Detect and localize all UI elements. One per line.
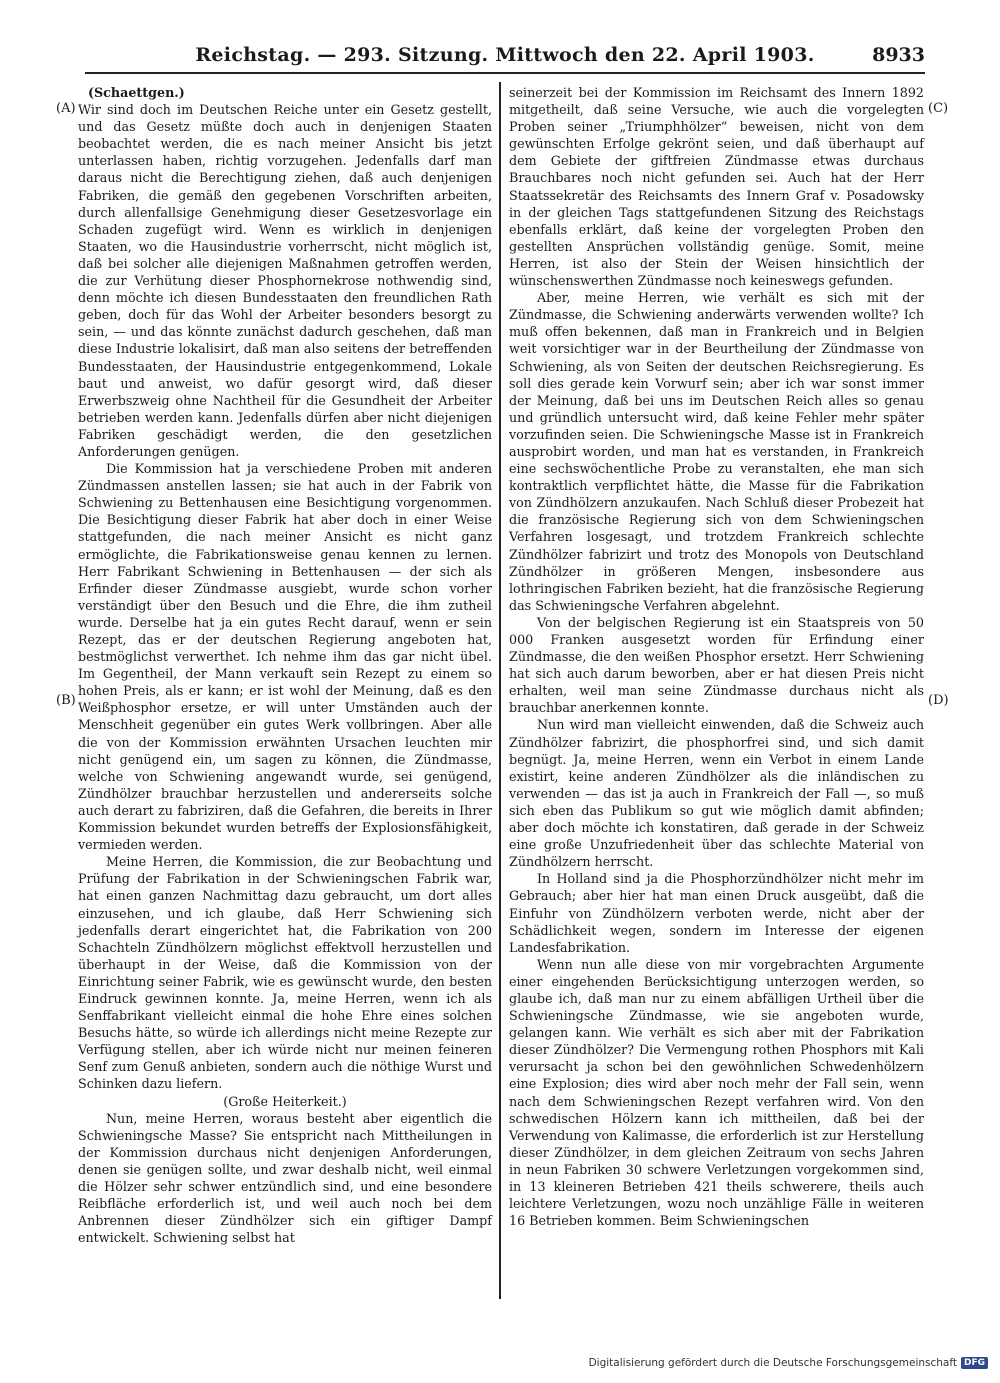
paragraph: Von der belgischen Regierung ist ein Staatspreis von 50 000 Franken ausgesetzt worden für Erfindung einer Zündmasse, die den weißen Phosphor ersetzt. Herr Schwiening hat sich auch darum beworben, aber er hat diesen Preis nicht erhalten, weil man seine Zündmasse durchaus nicht als brauchbar anerkennen konnte. bbox=[509, 614, 924, 716]
paragraph: Wir sind doch im Deutschen Reiche unter ein Gesetz gestellt, und das Gesetz müßte doch auch in denjenigen Staaten beobachtet werden, die es nach meiner Ansicht bis jetzt unterlassen haben, richtig vorzugehen. Jedenfalls darf man daraus nicht die Berechtigung ziehen, daß auch denjenigen Fabriken, die gemäß den gegebenen Vorschriften arbeiten, durch allenfallsige Genehmigung dieser Gesetzesvorlage ein Schaden zugefügt wird. Wenn es wirklich in denjenigen Staaten, wo die Hausindustrie vorherrscht, nicht möglich ist, daß bei solcher alle diejenigen Maßnahmen getroffen werden, die zur Verhütung dieser Phosphornekrose nothwendig sind, denn möchte ich diesen Bundesstaaten den freundlichen Rath geben, doch für das Wohl der Arbeiter besonders besorgt zu sein, — und das könnte zunächst dadurch geschehen, daß man diese Industrie lokalisirt, daß man also seitens der betreffenden Bundesstaaten, der Hausindustrie entgegenkommend, Lokale baut und anweist, wo dafür gesorgt wird, daß dieser Erwerbszweig ohne Nachtheil für die Gesundheit der Arbeiter betrieben werden kann. Jedenfalls dürfen aber nicht diejenigen Fabriken geschädigt werden, die den gesetzlichen Anforderungen genügen. bbox=[78, 102, 492, 459]
margin-marker-a: (A) bbox=[56, 101, 76, 116]
paragraph: Aber, meine Herren, wie verhält es sich mit der Zündmasse, die Schwiening anderwärts verwenden wollte? Ich muß offen bekennen, daß man in Frankreich und in Belgien weit vorsichtiger war in der Beurtheilung der Zündmasse von Schwiening, als von Seiten der deutschen Reichsregierung. Es soll dies gerade kein Vorwurf sein; aber ich war sonst immer der Meinung, daß bei uns im Deutschen Reich alles so genau und gründlich untersucht wird, daß keine Fehler mehr später vorzufinden seien. Die Schwieningsche Masse ist in Frankreich ausprobirt worden, und man hat es verstanden, in Frankreich eine sechswöchentliche Probe zu veranstalten, ehe man sich kontraktlich verpflichtet hätte, die Masse für die Fabrikation von Zündhölzern anzukaufen. Nach Schluß dieser Probezeit hat die französische Regierung sich von dem Schwieningschen Verfahren losgesagt, und trotzdem Frankreich schlechte Zündhölzer fabrizirt und trotz des Monopols von Deutschland Zündhölzer in größeren Mengen, insbesondere aus lothringischen Fabriken bezieht, hat die französische Regierung das Schwieningsche Verfahren abgelehnt. bbox=[509, 290, 924, 613]
column-divider bbox=[499, 82, 501, 1299]
paragraph: In Holland sind ja die Phosphorzündhölzer nicht mehr im Gebrauch; aber hier hat man einen Druck ausgeübt, daß die Einfuhr von Zündhölzern verboten werde, nicht aber der Schädlichkeit wegen, sondern im Interesse der eigenen Landesfabrikation. bbox=[509, 871, 924, 955]
margin-marker-d: (D) bbox=[928, 693, 949, 708]
paragraph: Meine Herren, die Kommission, die zur Beobachtung und Prüfung der Fabrikation in der Schwieningschen Fabrik war, hat einen ganzen Nachmittag dazu gebraucht, um dort alles einzusehen, und ich glaube, daß Herr Schwiening sich jedenfalls derart eingerichtet hat, die Fabrikation von 200 Schachteln Zündhölzern möglichst effektvoll herzustellen und überhaupt in der Weise, daß die Kommission von der Einrichtung seiner Fabrik, wie es gewünscht wurde, den besten Eindruck gewinnen konnte. Ja, meine Herren, wenn ich als Senffabrikant vielleicht einmal die hohe Ehre eines solchen Besuchs hätte, so würde ich allerdings nicht meine Rezepte zur Verfügung stellen, aber ich würde nicht nur meinen feineren Senf zum Genuß anbieten, sondern auch die nöthige Wurst und Schinken dazu liefern. bbox=[78, 854, 492, 1092]
left-column bbox=[78, 84, 492, 1246]
paragraph: Nun, meine Herren, woraus besteht aber eigentlich die Schwieningsche Masse? Sie entspricht nach Mittheilungen in der Kommission durchaus nicht denjenigen Anforderungen, denen sie genügen sollte, und zwar deshalb nicht, weil einmal die Hölzer sehr schwer entzündlich sind, und eine besondere Reibfläche erforderlich ist, und weil auch noch bei dem Anbrennen dieser Zündhölzer sich ein giftiger Dampf entwickelt. Schwiening selbst hat bbox=[78, 1110, 492, 1246]
dfg-logo: DFG bbox=[961, 1357, 988, 1369]
margin-marker-b: (B) bbox=[56, 693, 76, 708]
page-header bbox=[85, 42, 925, 74]
paragraph: Nun wird man vielleicht einwenden, daß die Schweiz auch Zündhölzer fabrizirt, die phosphorfrei sind, und sich damit begnügt. Ja, meine Herren, wenn ein Verbot in einem Lande existirt, keine anderen Zündhölzer als die inländischen zu verwenden — das ist ja auch in Frankreich der Fall —, so muß sich eben das Publikum so gut wie möglich damit abfinden; aber doch möchte ich konstatiren, daß gerade in der Schweiz eine große Unzufriedenheit über das schlechte Material von Zündhölzern herrscht. bbox=[509, 717, 924, 870]
interjection: (Große Heiterkeit.) bbox=[223, 1093, 347, 1109]
speaker-name: (Schaettgen.) bbox=[88, 85, 185, 100]
margin-marker-c: (C) bbox=[928, 101, 949, 116]
digitization-credit bbox=[589, 1357, 988, 1369]
page-number: 8933 bbox=[872, 44, 925, 66]
paragraph: Die Kommission hat ja verschiedene Proben mit anderen Zündmassen anstellen lassen; sie hat auch in der Fabrik von Schwiening zu Bettenhausen eine Besichtigung vorgenommen. Die Besichtigung dieser Fabrik hat aber doch in einer Weise stattgefunden, die nach meiner Ansicht es nicht ganz ermöglichte, die Fabrikationsweise genau kennen zu lernen. Herr Fabrikant Schwiening in Bettenhausen — der sich als Erfinder dieser Zündmasse ausgiebt, wurde schon vorher verständigt über den Besuch und die Ehre, die ihm zutheil wurde. Derselbe hat ja ein gutes Recht darauf, wenn er sein Rezept, das er der deutschen Regierung angeboten hat, bestmöglichst verwerthet. Ich nehme ihm das gar nicht übel. Im Gegentheil, der Mann verkauft sein Rezept zu einem so hohen Preis, als er kann; er ist wohl der Meinung, daß es den Weißphosphor ersetze, er will unter Umständen auch der Menschheit gegenüber ein gutes Werk vollbringen. Aber alle die von der Kommission erwähnten Ursachen leuchten mir nicht genügend ein, um sagen zu können, die Zündmasse, welche von Schwiening angewandt wurde, sei genügend, Zündhölzer brauchbar herzustellen und andererseits solche auch derart zu fabriziren, daß die Gefahren, die bereits in Ihrer Kommission bekundet wurden betreffs der Explosionsfähigkeit, vermieden werden. bbox=[78, 461, 492, 853]
credit-text: Digitalisierung gefördert durch die Deutsche Forschungsgemeinschaft bbox=[588, 1357, 957, 1369]
paragraph: seinerzeit bei der Kommission im Reichsamt des Innern 1892 mitgetheilt, daß seine Versuche, wie auch die vorgelegten Proben seiner „Triumphhölzer“ beweisen, nicht von dem gewünschten Erfolge gekrönt seien, und daß überhaupt auf dem Gebiete der giftfreien Zündmasse etwas durchaus Brauchbares noch nicht gefunden sei. Auch hat der Herr Staatssekretär des Reichsamts des Innern Graf v. Posadowsky in der gleichen Tags stattgefundenen Sitzung des Reichstags ebenfalls erklärt, daß keine der vorgelegten Proben den gestellten Ansprüchen vollständig genüge. Somit, meine Herren, ist also der Stein der Weisen hinsichtlich der wünschenswerthen Zündmasse noch keineswegs gefunden. bbox=[509, 85, 924, 289]
right-column bbox=[509, 84, 924, 1229]
paragraph: Wenn nun alle diese von mir vorgebrachten Argumente einer eingehenden Berücksichtigung unterzogen werden, so glaube ich, daß man nur zu einem abfälligen Urtheil über die Schwieningsche Zündmasse, wie sie angeboten wurde, gelangen kann. Wie verhält es sich aber mit der Fabrikation dieser Zündhölzer? Die Vermengung rothen Phosphors mit Kali verursacht ja schon bei den gewöhnlichen Schwedenhölzern eine Explosion; dies wird aber noch mehr der Fall sein, wenn nach dem Schwieningschen Rezept verfahren wird. Von den schwedischen Hölzern kann ich mittheilen, daß bei der Verwendung von Kalimasse, die erforderlich ist zur Herstellung dieser Zündhölzer, in dem gleichen Zeitraum von sechs Jahren in neun Fabriken 30 schwere Verletzungen vorgekommen sind, in 13 kleineren Betrieben 421 theils schwerere, theils auch leichtere Verletzungen, wozu noch unzählige Fälle in weiteren 16 Betrieben kommen. Beim Schwieningschen bbox=[509, 956, 924, 1229]
header-title: Reichstag. — 293. Sitzung. Mittwoch den 22. April 1903. bbox=[195, 44, 815, 66]
